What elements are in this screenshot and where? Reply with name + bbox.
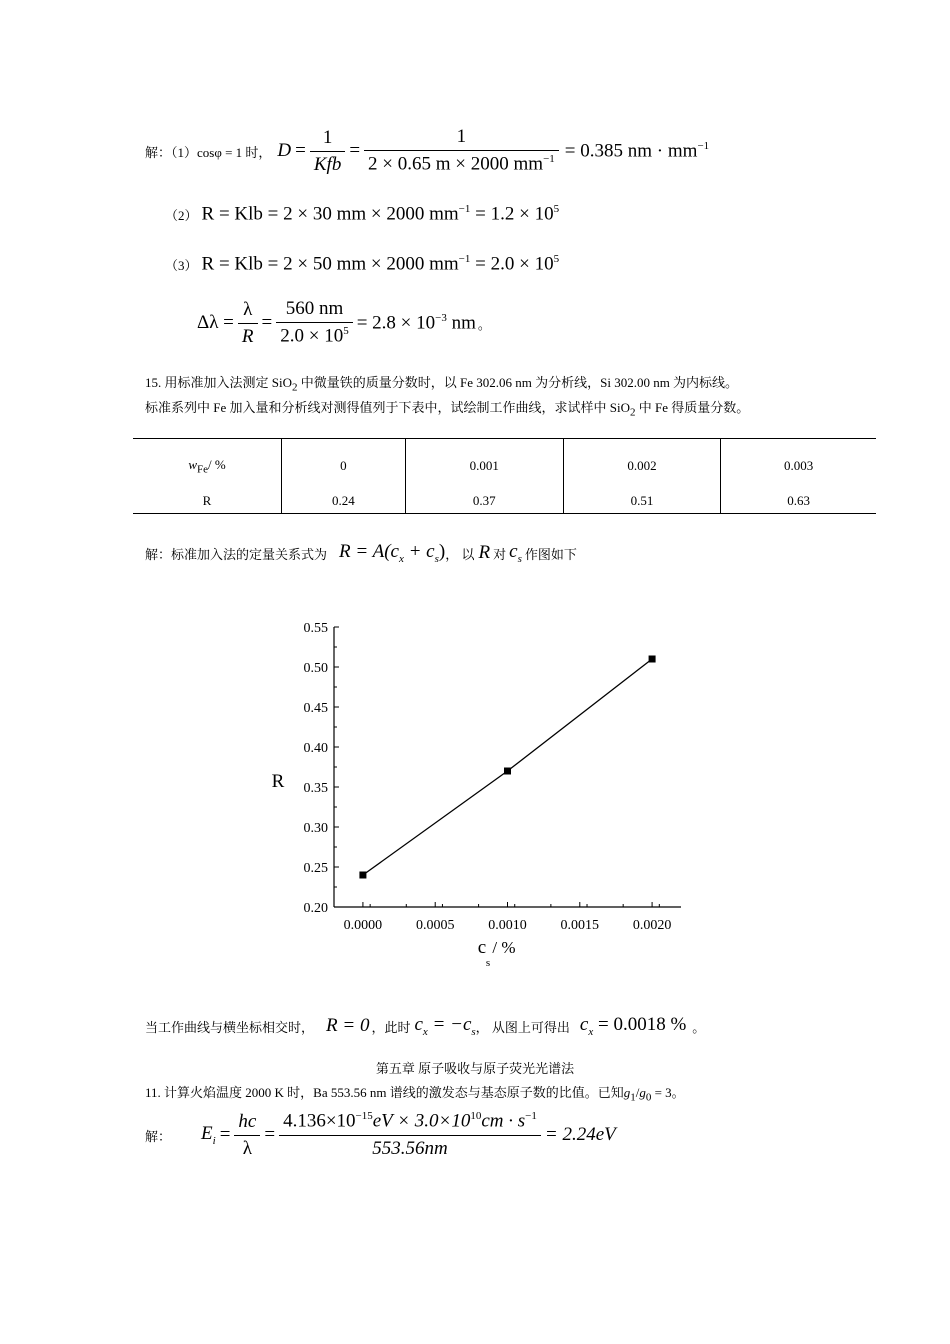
data-point-marker [649,656,656,663]
table-cell: 0.63 [721,493,876,514]
series-line-segment [363,771,508,875]
x-axis-label-unit: / % [492,938,516,957]
y-tick-label: 0.50 [303,661,328,676]
table-cell: 0.37 [405,493,563,514]
y-tick-label: 0.35 [303,781,328,796]
table-cell: 0.002 [563,439,721,494]
eq4-result: = $2.8 \times 10^{-3}$ nm [356,311,476,334]
equation-2 [165,200,559,228]
y-tick-label: 0.45 [303,701,328,716]
eq4-lhs: Δλ = [197,312,234,333]
data-point-marker [504,768,511,775]
table-row [133,493,876,514]
problem-15-line-2: 标准系列中 Fe 加入量和分析线对测得值列于下表中，试绘制工作曲线，求试样中 SiO$_2$ 中 Fe 得质量分数。 [145,400,750,419]
equation-1: 解：（1）cosφ = 1 时， D = $\frac{1}{\text{Kfb}}$ = $\frac{1}{2 \times 0.65 m \times 2000 mm^{-1}}$ = 0.385 nm · $mm^{-1}$ [145,126,710,175]
conclusion-line: 当工作曲线与横坐标相交时， R = 0 ，此时 $c_x = -c_s$ ， 从图上可得出 $c_x = 0.0018$ % 。 [145,1014,706,1038]
eq1-fraction-1: $\frac{1}{\text{Kfb}}$ [310,127,345,176]
eq2-expression: R = Klb = 2 × 30 mm × 2000 $mm^{-1} = 1.2 \times 10^5$ [201,202,560,225]
x-axis-label-subscript: s [485,957,491,969]
eq1-result: = 0.385 nm · $mm^{-1}$ [564,139,710,162]
y-tick-label: 0.30 [303,821,328,836]
table-row [133,439,876,494]
eq4-fraction-1: $\frac{\lambda}{R}$ [238,299,258,348]
table-header-wfe: $w_{Fe}/$ % [133,439,282,494]
y-tick-label: 0.40 [303,741,328,756]
eq2-label: （2） [165,207,198,223]
x-tick-label: 0.0000 [343,918,383,933]
y-tick-label: 0.25 [303,861,328,876]
eq5-fraction-1: $\frac{hc}{\lambda}$ [234,1111,260,1160]
problem-11: 11. 计算火焰温度 2000 K 时，Ba 553.56 nm 谱线的激发态与基态原子数的比值。已知$g_1/g_0 = 3$。 [145,1085,685,1104]
eq3-label: （3） [165,257,198,273]
y-tick-label: 0.55 [303,621,328,636]
table-cell: 0 [282,439,406,494]
eq1-prefix: 解：（1）cosφ = 1 时， [145,144,272,160]
problem-15-line-1: 15. 用标准加入法测定 SiO$_2$ 中微量铁的质量分数时，以 Fe 302.06 nm 为分析线，Si 302.00 nm 为内标线。 [145,375,739,394]
y-axis-label: R [271,771,285,792]
eq5-fraction-2: $\frac{4.136\times 10^{-15}eV \times 3.0\times 10^{10}cm \cdot s^{-1}}{553.56nm}$ [279,1110,541,1159]
chapter-title: 第五章 原子吸收与原子荧光光谱法 [375,1061,575,1076]
solution-line: 解：标准加入法的定量关系式为 $R = A(c_x + c_s)$ ， 以 R 对 $c_s$ 作图如下 [145,541,577,565]
eq1-fraction-2: $\frac{1}{2 \times 0.65 m \times 2000 mm^{-1}}$ [364,126,559,175]
eq4-fraction-2: $\frac{560 nm}{2.0 \times 10^5}$ [276,298,352,347]
data-table [133,438,876,514]
table-cell: 0.24 [282,493,406,514]
eq1-lhs: D [277,140,292,161]
table-header-r: R [133,493,282,514]
equation-5: 解： $E_i$ = $\frac{hc}{\lambda}$ = $\frac{4.136\times 10^{-15}eV \times 3.0\times 10^{10}cm \cdot s^{-1}}{553.56nm}$ = 2.24eV [145,1110,616,1159]
series-line-segment [508,659,653,771]
equation-4: Δλ = $\frac{\lambda}{R}$ = $\frac{560 nm}{2.0 \times 10^5}$ = $2.8 \times 10^{-3}$ nm 。 [197,298,491,347]
x-tick-label: 0.0020 [632,918,672,933]
x-tick-label: 0.0015 [560,918,600,933]
y-tick-label: 0.20 [303,901,328,916]
table-cell: 0.51 [563,493,721,514]
table-cell: 0.001 [405,439,563,494]
sol-equation: $R = A(c_x + c_s)$ [339,541,446,565]
data-point-marker [359,872,366,879]
equation-3 [165,250,559,278]
x-tick-label: 0.0005 [415,918,455,933]
table-cell: 0.003 [721,439,876,494]
x-tick-label: 0.0010 [488,918,527,933]
x-axis-label-main: c [477,937,487,958]
eq3-expression: R = Klb = 2 × 50 mm × 2000 $mm^{-1} = 2.0 \times 10^5$ [201,252,560,275]
